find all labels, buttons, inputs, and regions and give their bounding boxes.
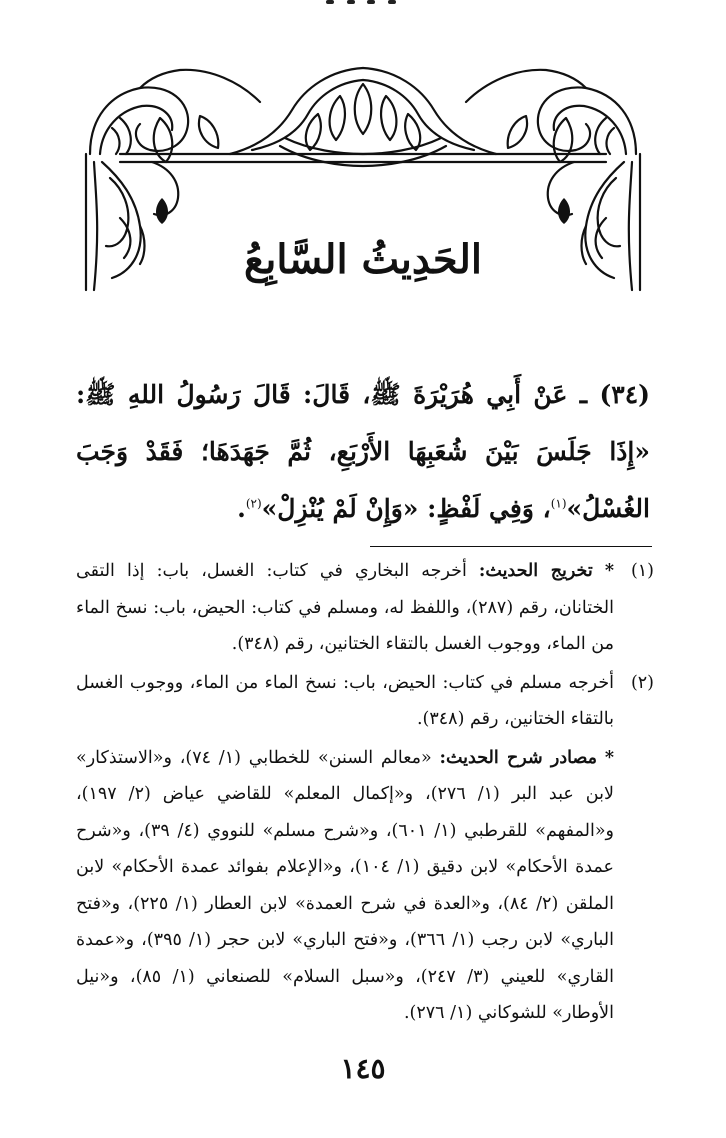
sources-note — [76, 740, 654, 1032]
footnote-text: أخرجه مسلم في كتاب: الحيض، باب: نسخ الماء من الماء، ووجوب الغسل بالتقاء الختانين، رقم (٣٤٨). — [76, 672, 614, 729]
page-number: ١٤٥ — [340, 1052, 386, 1085]
footnote-separator — [370, 546, 652, 547]
footnote-number: (١) — [630, 561, 654, 581]
footnote-1 — [76, 553, 654, 663]
star-marker: * — [604, 747, 614, 768]
footnote-ref-1: (١) — [550, 496, 567, 511]
footnote-2 — [76, 665, 654, 738]
sources-label: مصادر شرح الحديث: — [439, 747, 598, 768]
star-marker: * — [604, 561, 614, 581]
footnote-text — [76, 553, 614, 663]
footnotes — [76, 553, 654, 1032]
hadith-text-part2: ، وَفِي لَفْظٍ: «وَإِنْ لَمْ يُنْزِلْ» — [261, 494, 551, 523]
sources-content: «معالم السنن» للخطابي (١/ ٧٤)، و«الاستذكار» لابن عبد البر (١/ ٢٧٦)، و«إكمال المعلم» للقاضي عياض (٢/ ١٩٧)، و«المفهم» للقرطبي (١/ ٦٠١)، و«شرح مسلم» للنووي (٤/ ٣٩)، و«شرح عمدة الأحكام» لابن دقيق (١/ ١٠٤)، و«الإعلام بفوائد عمدة الأحكام» لابن الملقن (٢/ ٨٤)، و«العدة في شرح العمدة» لابن العطار (١/ ٢٢٥)، و«فتح الباري» لابن رجب (١/ ٣٦٦)، و«فتح الباري» لابن حجر (١/ ٣٩٥)، و«عمدة القاري» للعيني (٣/ ٢٤٧)، و«سبل السلام» للصنعاني (١/ ٨٥)، و«نيل الأوطار» للشوكاني (١/ ٢٧٦). — [76, 747, 615, 1023]
footnote-number: (٢) — [630, 672, 654, 693]
hadith-text-part3: . — [237, 494, 246, 523]
hadith-text — [76, 366, 650, 537]
chapter-title: الحَدِيثُ السَّابِعُ — [243, 236, 483, 283]
footnote-content: أخرجه البخاري في كتاب: الغسل، باب: إذا التقى الختانان، رقم (٢٨٧)، واللفظ له، ومسلم في كتاب: الحيض، باب: نسخ الماء من الماء، ووجوب الغسل بالتقاء الختانين، رقم (٣٤٨). — [76, 561, 614, 654]
footnote-ref-2: (٢) — [245, 496, 262, 511]
top-edge-mark — [326, 0, 396, 6]
hadith-text-part1: (٣٤) ـ عَنْ أَبِي هُرَيْرَةَ ﷺ، قَالَ: قَالَ رَسُولُ اللهِ ﷺ: «إِذَا جَلَسَ بَيْنَ شُعَبِهَا الأَرْبَعِ، ثُمَّ جَهَدَهَا؛ فَقَدْ وَجَبَ الغُسْلُ» — [76, 380, 650, 523]
footnote-label: تخريج الحديث: — [478, 561, 593, 581]
